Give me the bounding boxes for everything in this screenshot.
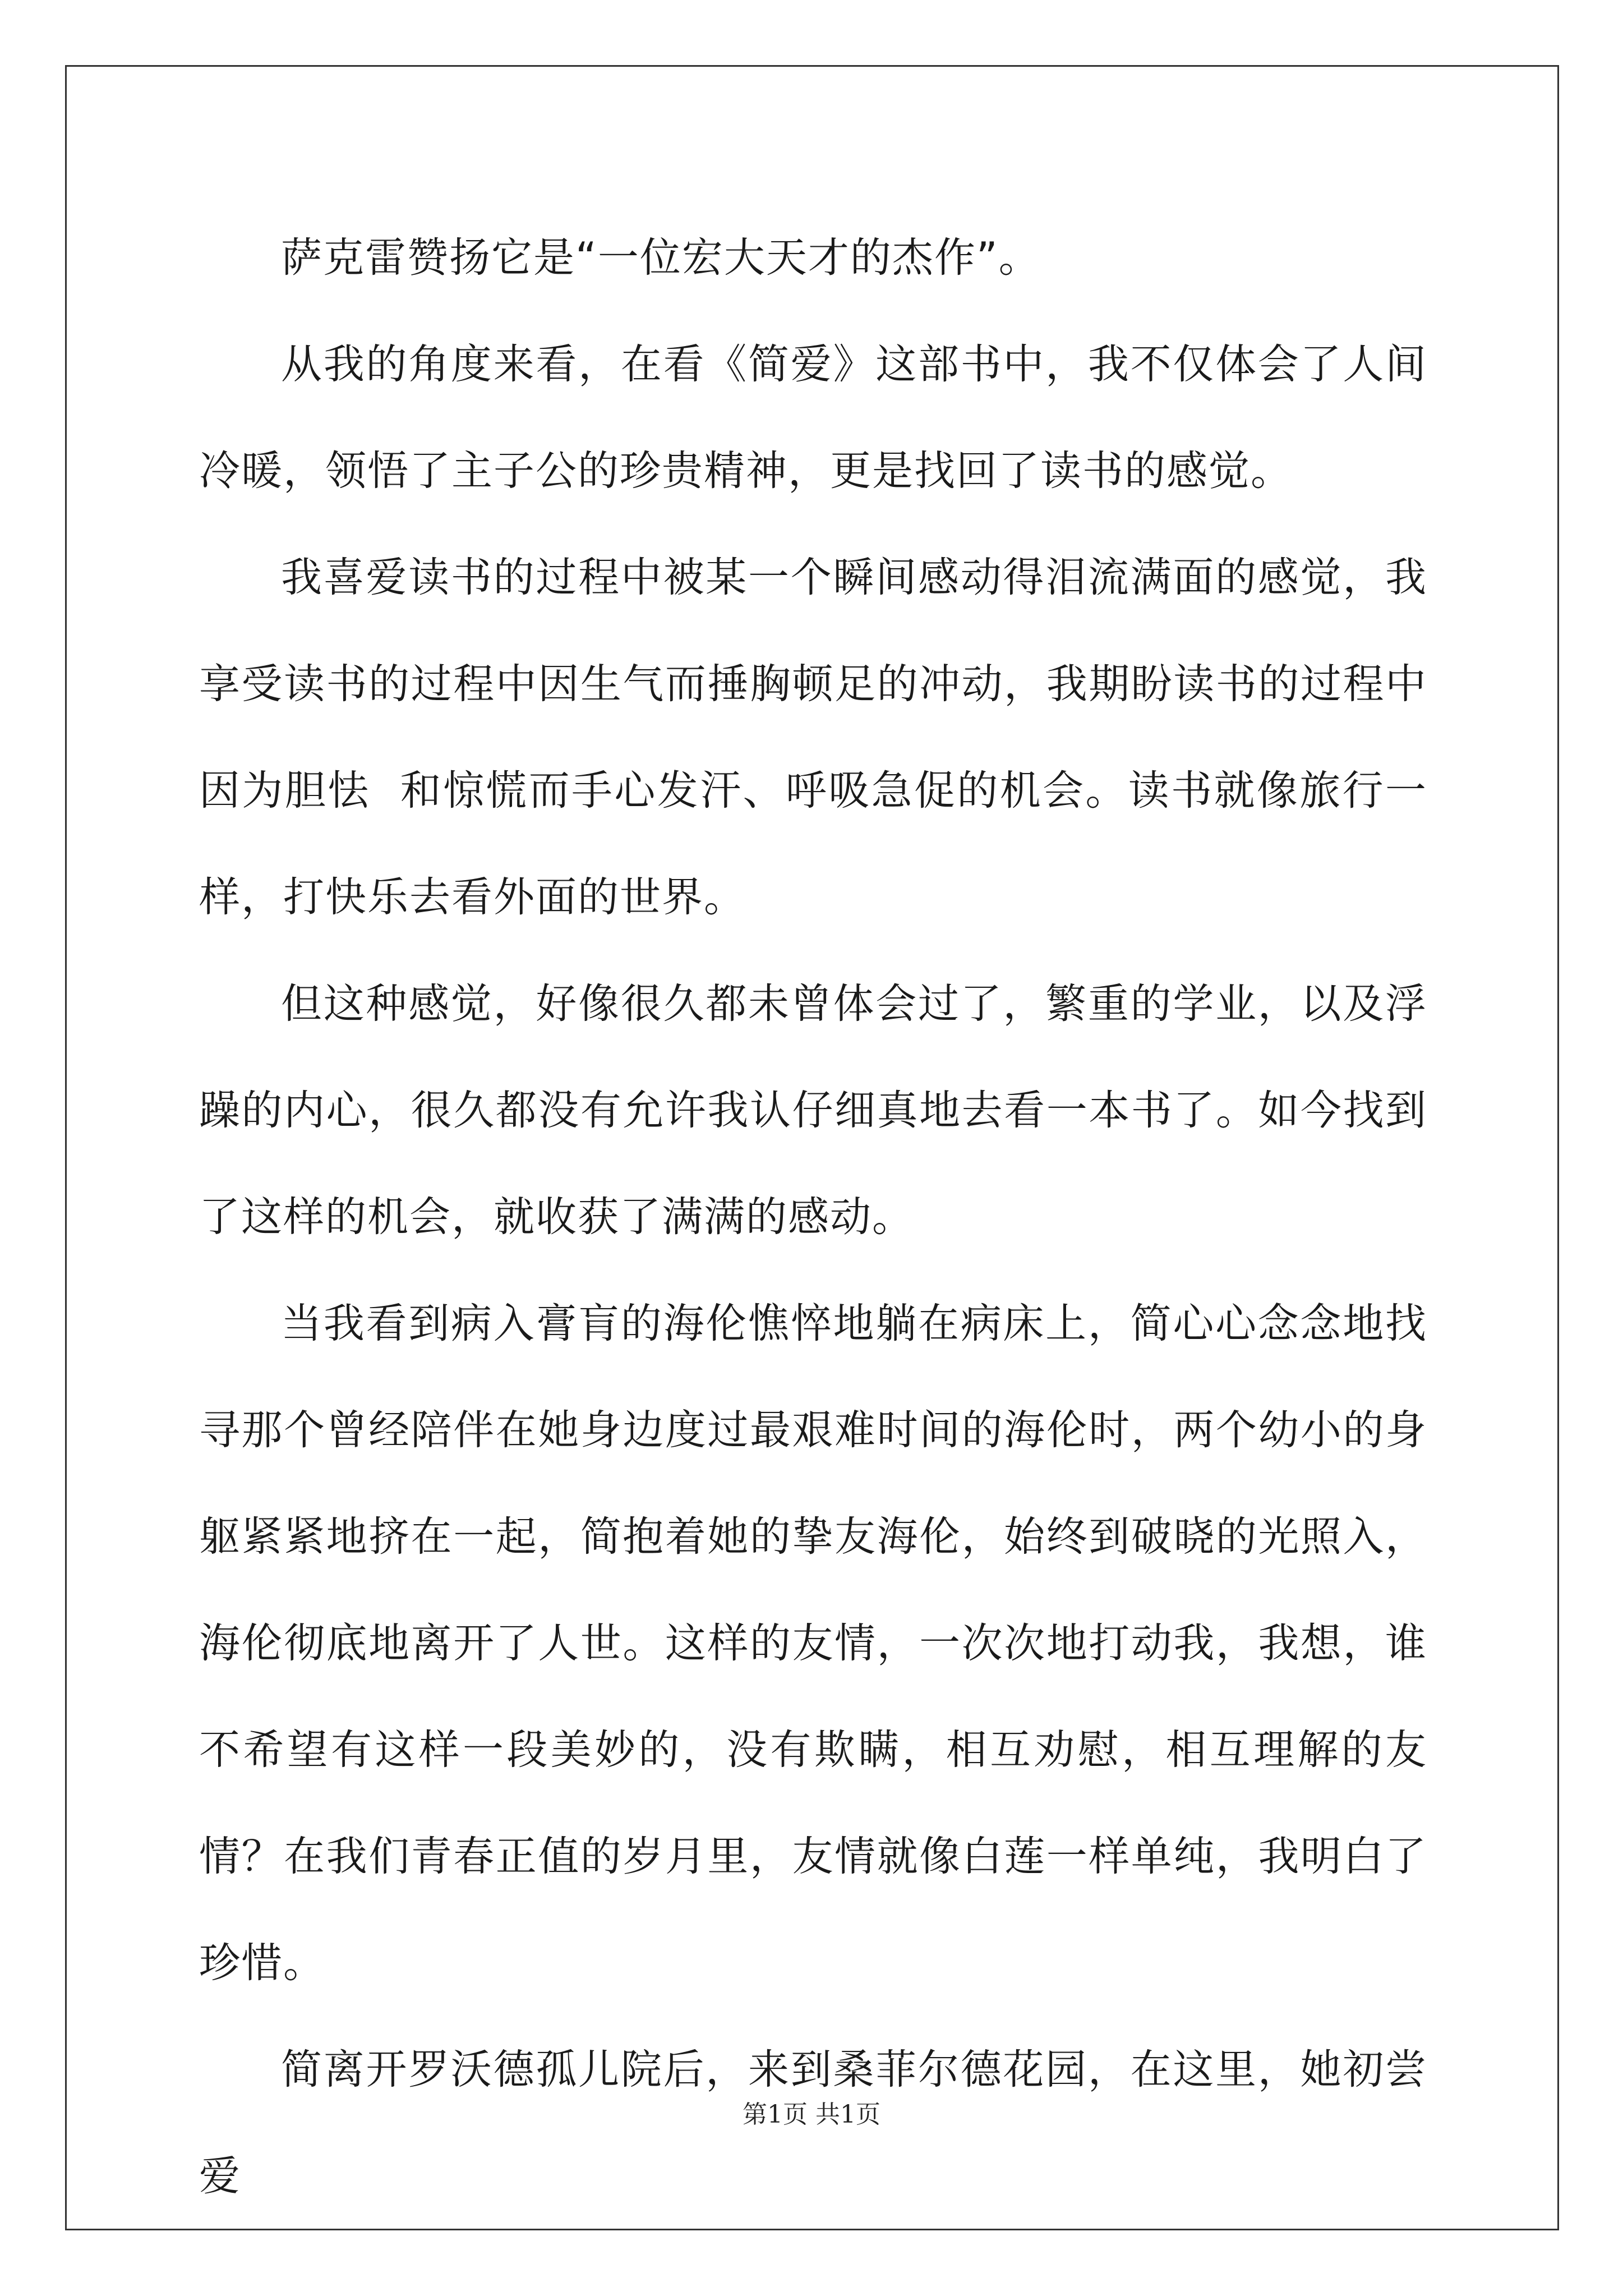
paragraph: 从我的角度来看，在看《简爱》这部书中，我不仅体会了人间冷暖，领悟了主子公的珍贵精神，更是找回了读书的感觉。 [199,341,1427,495]
paragraph: 当我看到病入膏肓的海伦憔悴地躺在病床上，简心心念念地找寻那个曾经陪伴在她身边度过最艰难时间的海伦时，两个幼小的身躯紧紧地挤在一起，简抱着她的挚友海伦，始终到破晓的光照入，海伦彻底地离开了人世。这样的友情，一次次地打动我，我想，谁不希望有这样一段美妙的，没有欺瞒，相互劝慰，相互理解的友情？在我们青春正值的岁月里，友情就像白莲一样单纯，我明白了珍惜。 [199,1300,1427,1987]
document-body [199,205,1427,2230]
paragraph: 简离开罗沃德孤儿院后，来到桑菲尔德花园，在这里，她初尝爱 [199,2046,1427,2200]
paragraph: 我喜爱读书的过程中被某一个瞬间感动得泪流满面的感觉，我享受读书的过程中因生气而捶胸顿足的冲动，我期盼读书的过程中因为胆怯 和惊慌而手心发汗、呼吸急促的机会。读书就像旅行一样，打快乐去看外面的世界。 [199,554,1427,921]
page-number: 第1页 共1页 [743,2100,880,2129]
paragraph: 萨克雷赞扬它是“一位宏大天才的杰作”。 [281,234,1041,282]
paragraph: 但这种感觉，好像很久都未曾体会过了，繁重的学业，以及浮躁的内心，很久都没有允许我认仔细真地去看一本书了。如今找到了这样的机会，就收获了满满的感动。 [199,980,1427,1241]
page-footer [0,2098,1623,2132]
